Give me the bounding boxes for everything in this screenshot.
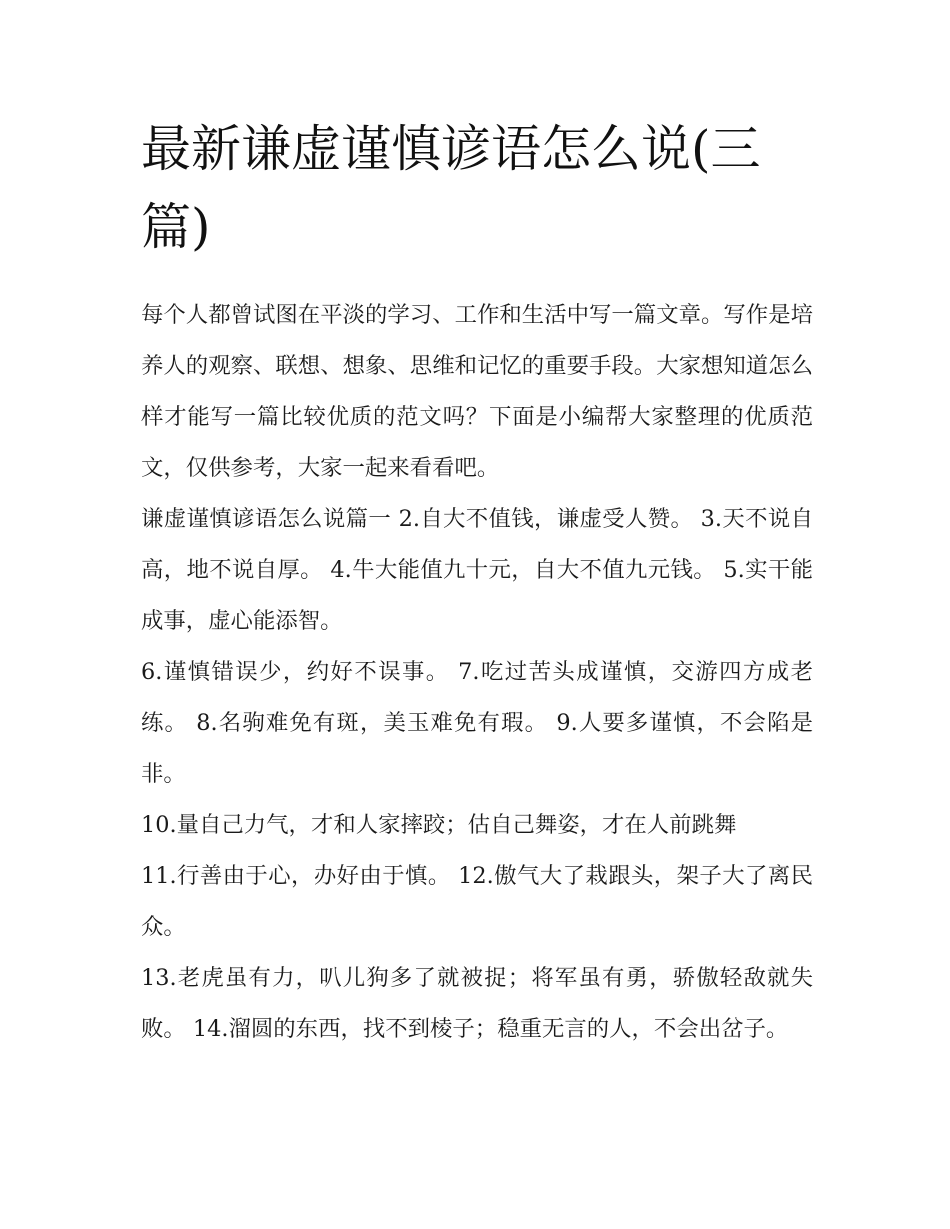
intro-paragraph: 每个人都曾试图在平淡的学习、工作和生活中写一篇文章。写作是培养人的观察、联想、想象、思维和记忆的重要手段。大家想知道怎么样才能写一篇比较优质的范文吗？下面是小编帮大家整理的优质范文，仅供参考，大家一起来看看吧。 [141,302,813,481]
body-paragraph: 6.谨慎错误少，约好不误事。 7.吃过苦头成谨慎，交游四方成老练。 8.名驹难免有斑，美玉难免有瑕。 9.人要多谨慎，不会陷是非。 [141,659,813,787]
document-title: 最新谦虚谨慎谚语怎么说(三篇) [141,120,761,256]
document-page [141,110,813,1055]
body-paragraph: 13.老虎虽有力，叭儿狗多了就被捉；将军虽有勇，骄傲轻敌就失败。 14.溜圆的东西，找不到棱子；稳重无言的人，不会出岔子。 [141,965,813,1042]
body-paragraph: 10.量自己力气，才和人家摔跤；估自己舞姿，才在人前跳舞 [141,812,737,838]
body-paragraph: 11.行善由于心，办好由于慎。 12.傲气大了栽跟头，架子大了离民众。 [141,863,813,940]
body-paragraph: 谦虚谨慎谚语怎么说篇一 2.自大不值钱，谦虚受人赞。 3.天不说自高，地不说自厚。 4.牛大能值九十元，自大不值九元钱。 5.实干能成事，虚心能添智。 [141,506,813,634]
